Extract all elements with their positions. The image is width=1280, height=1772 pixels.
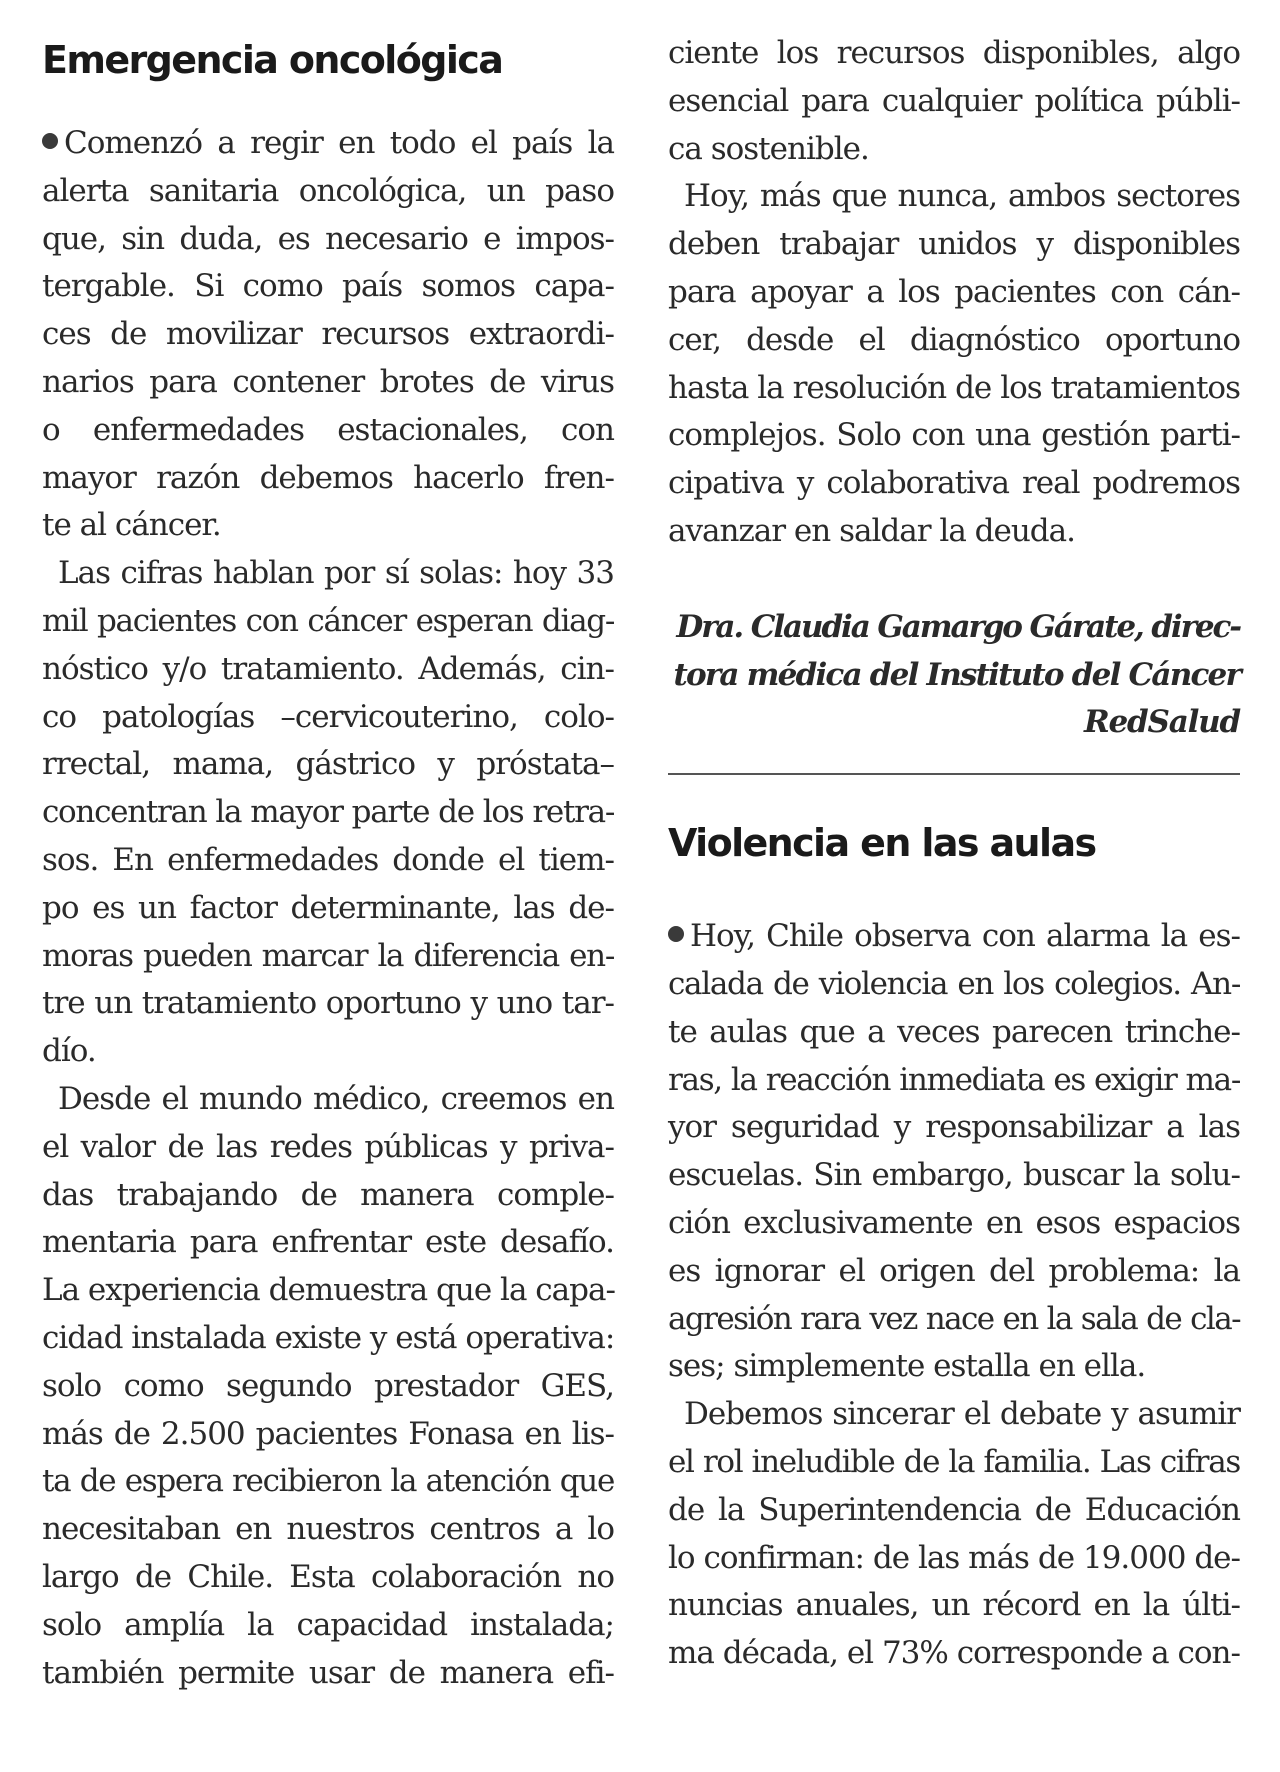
paragraph-line: agresión rara vez nace en la sala de cla-	[668, 1300, 1240, 1337]
paragraph-line: ses; simplemente estalla en ella.	[668, 1348, 1146, 1385]
paragraph-line: ces de movilizar recursos extraordi-	[42, 316, 614, 353]
bullet-icon	[668, 926, 684, 942]
paragraph-line: ciente los recursos disponibles, algo	[668, 35, 1240, 71]
paragraph-line: nóstico y/o tratamiento. Además, cin-	[42, 650, 614, 687]
paragraph-line: ras, la reacción inmediata es exigir ma-	[668, 1061, 1240, 1098]
paragraph-line: concentran la mayor parte de los retra-	[42, 794, 614, 831]
paragraph-line: mentaria para enfrentar este desafío.	[42, 1224, 614, 1261]
paragraph-line: el valor de las redes públicas y priva-	[42, 1128, 614, 1165]
paragraph-line: Desde el mundo médico, creemos en	[58, 1080, 614, 1117]
paragraph-line: lo confirman: de las más de 19.000 de-	[668, 1539, 1240, 1576]
paragraph-line: nuncias anuales, un récord en la últi-	[668, 1587, 1240, 1624]
paragraph-line: escuelas. Sin embargo, buscar la solu-	[668, 1157, 1240, 1194]
paragraph-line: más de 2.500 pacientes Fonasa en lis-	[42, 1415, 614, 1452]
paragraph-line: yor seguridad y responsabilizar a las	[668, 1109, 1240, 1146]
paragraph-line: hasta la resolución de los tratamientos	[668, 369, 1240, 406]
right-column	[668, 30, 1240, 1678]
paragraph-line: o enfermedades estacionales, con	[42, 411, 614, 448]
paragraph-line: de la Superintendencia de Educación	[668, 1491, 1240, 1528]
paragraph-line: tre un tratamiento oportuno y uno tar-	[42, 985, 614, 1022]
paragraph-line: Hoy, más que nunca, ambos sectores	[684, 178, 1240, 215]
author-signature: Dra. Claudia Gamargo Gárate, direc-	[676, 608, 1240, 645]
article-title: Emergencia oncológica	[42, 38, 503, 82]
paragraph-line: esencial para cualquier política públi-	[668, 82, 1240, 119]
paragraph-line: te al cáncer.	[42, 507, 221, 544]
paragraph-line: también permite usar de manera efi-	[42, 1654, 614, 1691]
paragraph-line: es ignorar el origen del problema: la	[668, 1252, 1240, 1289]
paragraph-line: narios para contener brotes de virus	[42, 363, 614, 400]
paragraph-line: tergable. Si como país somos capa-	[42, 268, 614, 305]
paragraph-line: largo de Chile. Esta colaboración no	[42, 1558, 614, 1595]
paragraph-line: sos. En enfermedades donde el tiem-	[42, 841, 614, 878]
left-column	[42, 30, 614, 1697]
paragraph-line: te aulas que a veces parecen trinche-	[668, 1013, 1240, 1050]
paragraph-line: Hoy, Chile observa con alarma la es-	[668, 913, 1240, 961]
paragraph-line: Las cifras hablan por sí solas: hoy 33	[58, 555, 614, 592]
paragraph-line: moras pueden marcar la diferencia en-	[42, 937, 614, 974]
author-signature: tora médica del Instituto del Cáncer	[673, 656, 1240, 693]
paragraph-line: necesitaban en nuestros centros a lo	[42, 1511, 614, 1548]
paragraph-line: co patologías –cervicouterino, colo-	[42, 698, 614, 735]
paragraph-line: complejos. Solo con una gestión parti-	[668, 417, 1240, 454]
paragraph-line: para apoyar a los pacientes con cán-	[668, 273, 1240, 310]
paragraph-line: dío.	[42, 1033, 96, 1070]
paragraph-line: ta de espera recibieron la atención que	[42, 1463, 614, 1500]
paragraph-line: cidad instalada existe y está operativa:	[42, 1319, 615, 1356]
paragraph-line: Comenzó a regir en todo el país la	[42, 120, 614, 168]
article-title: Violencia en las aulas	[668, 821, 1096, 866]
paragraph-line: el rol ineludible de la familia. Las cifras	[668, 1443, 1240, 1480]
paragraph-line: calada de violencia en los colegios. An-	[668, 965, 1240, 1002]
paragraph-line: La experiencia demuestra que la capa-	[42, 1272, 615, 1309]
paragraph-line: cipativa y colaborativa real podremos	[668, 465, 1240, 502]
paragraph-line: ca sostenible.	[668, 130, 869, 167]
paragraph-line: das trabajando de manera comple-	[42, 1176, 614, 1213]
paragraph-line: avanzar en saldar la deuda.	[668, 512, 1075, 549]
paragraph-line: mayor razón debemos hacerlo fren-	[42, 459, 614, 496]
paragraph-line: rrectal, mama, gástrico y próstata–	[42, 746, 614, 783]
paragraph-line: cer, desde el diagnóstico oportuno	[668, 321, 1240, 358]
paragraph-line: po es un factor determinante, las de-	[42, 889, 614, 926]
paragraph-line: que, sin duda, es necesario e impos-	[42, 220, 614, 257]
paragraph-line: Debemos sincerar el debate y asumir	[684, 1396, 1240, 1433]
paragraph-line: solo como segundo prestador GES,	[42, 1367, 614, 1404]
paragraph-line: ma década, el 73% corresponde a con-	[668, 1635, 1240, 1672]
bullet-icon	[42, 133, 58, 149]
paragraph-line: alerta sanitaria oncológica, un paso	[42, 172, 614, 209]
paragraph-line: mil pacientes con cáncer esperan diag-	[42, 602, 614, 639]
paragraph-line: solo amplía la capacidad instalada;	[42, 1606, 614, 1643]
author-signature: RedSalud	[1083, 704, 1240, 741]
paragraph-line: deben trabajar unidos y disponibles	[668, 226, 1240, 263]
paragraph-line: ción exclusivamente en esos espacios	[668, 1204, 1240, 1241]
